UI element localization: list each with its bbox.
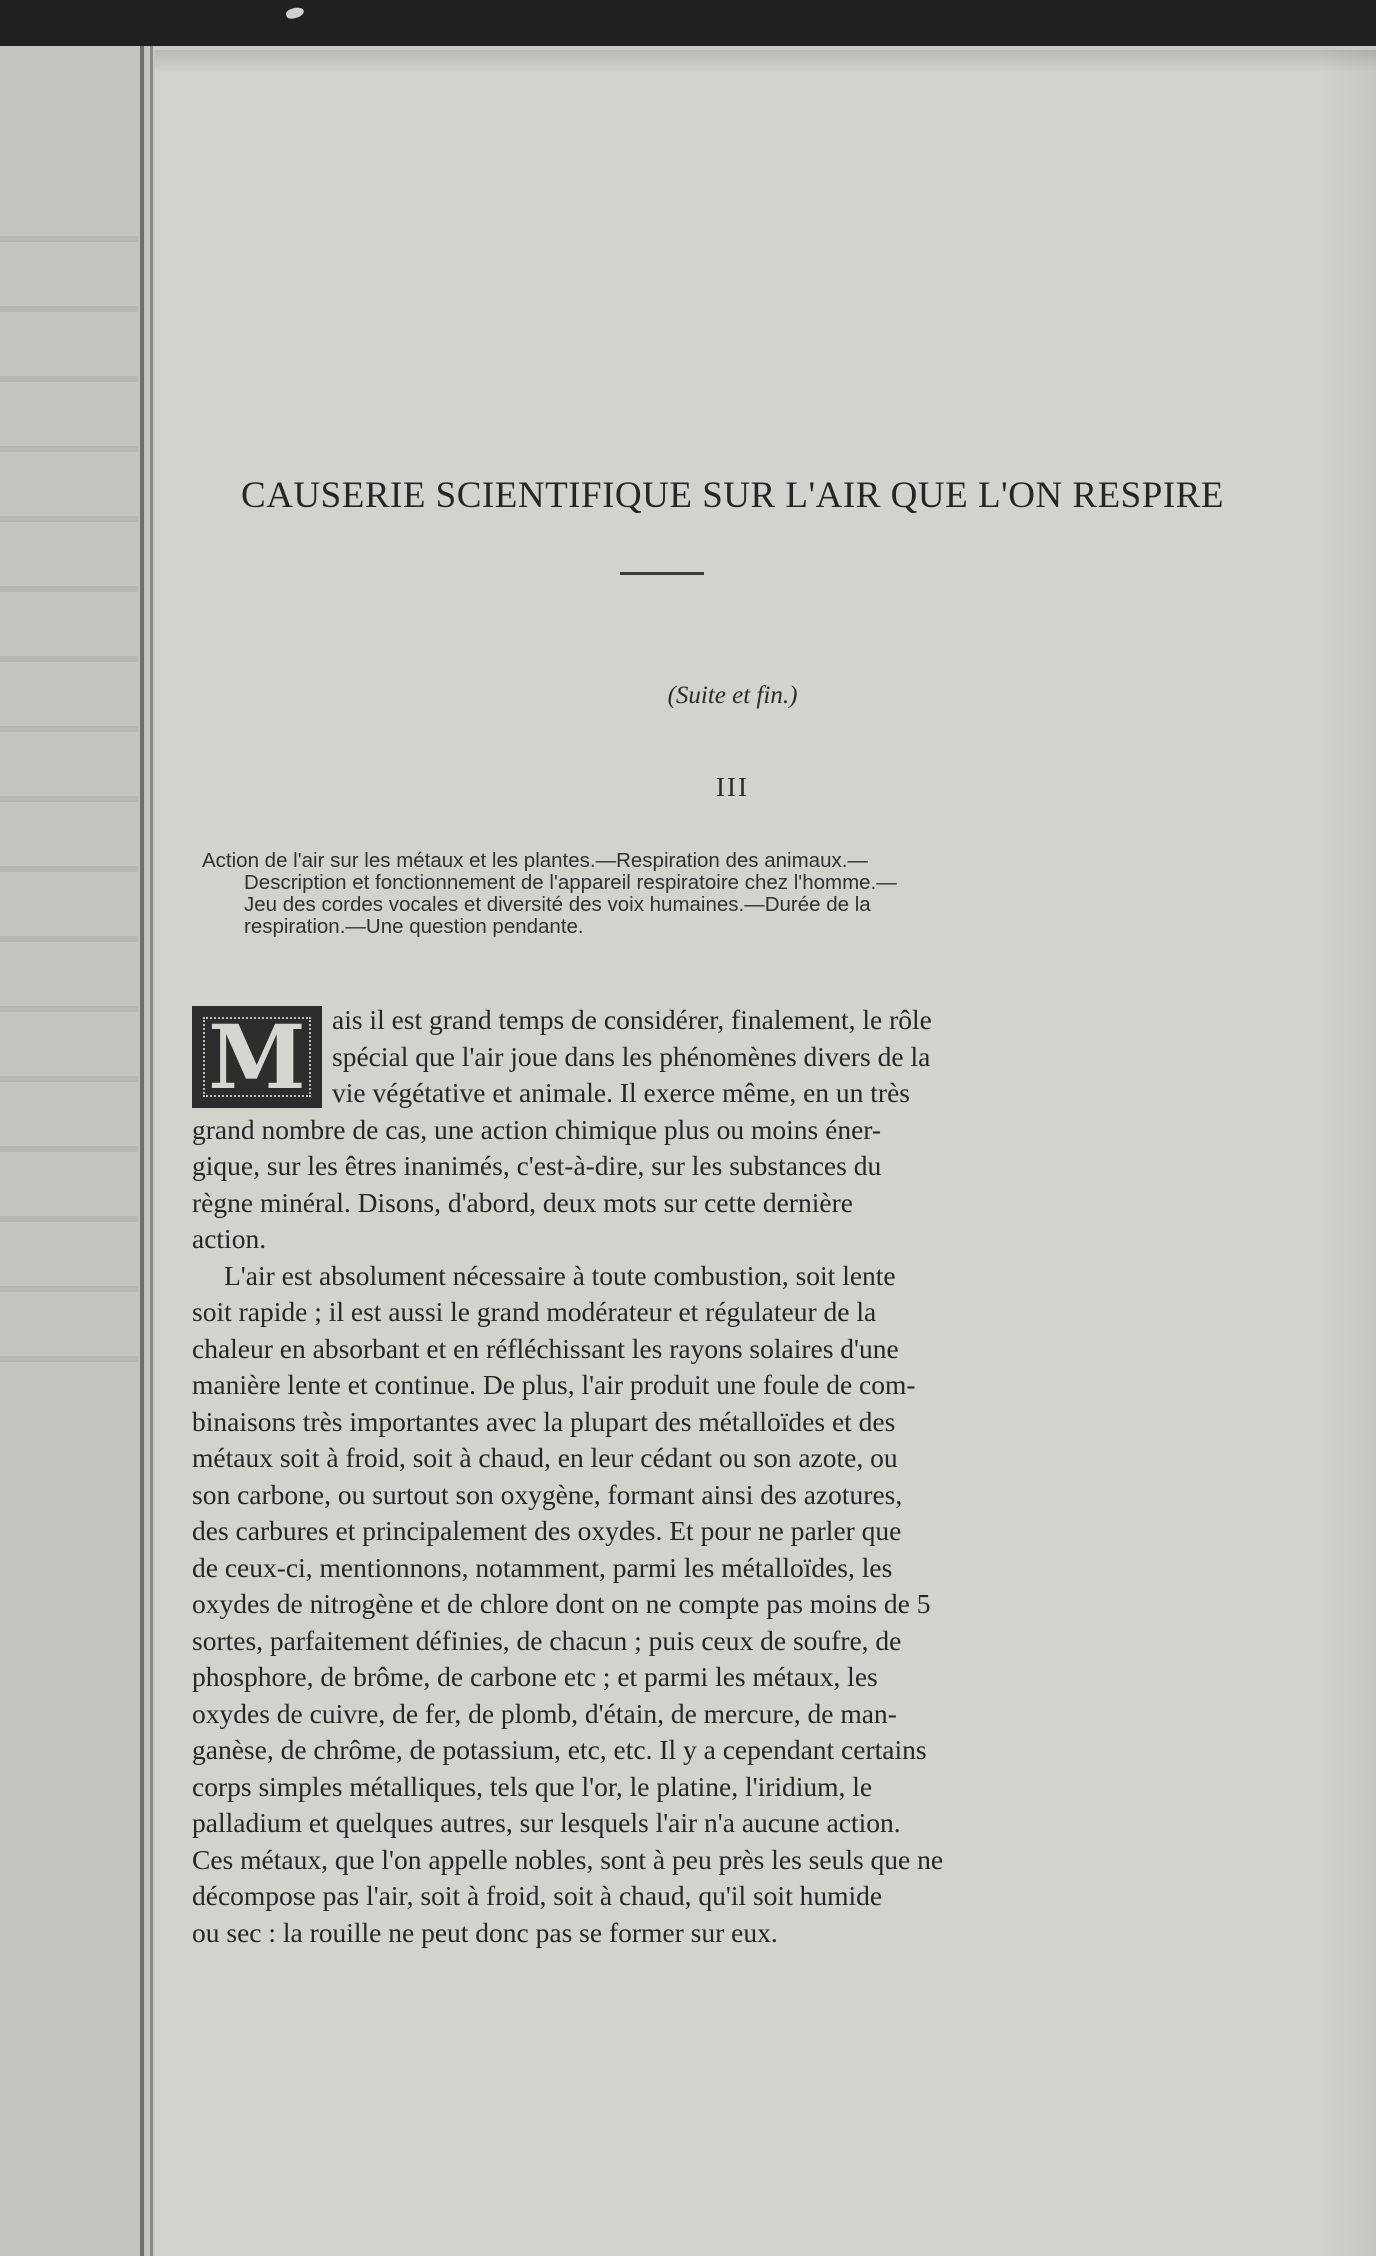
scanner-mark bbox=[285, 5, 305, 20]
paragraph-line: oxydes de nitrogène et de chlore dont on ne compte pas moins de 5 bbox=[192, 1588, 931, 1619]
paragraph-line: décompose pas l'air, soit à froid, soit à chaud, qu'il soit humide bbox=[192, 1880, 883, 1911]
bleed-through-line bbox=[0, 1006, 138, 1012]
bleed-through-line bbox=[0, 516, 138, 522]
article-subtitle: (Suite et fin.) bbox=[667, 682, 798, 709]
paragraph-line: son carbone, ou surtout son oxygène, formant ainsi des azotures, bbox=[192, 1478, 903, 1510]
page-top-edge bbox=[155, 50, 1376, 72]
bleed-through-line bbox=[0, 376, 138, 382]
paragraph-line: Ces métaux, que l'on appelle nobles, sont à peu près les seuls que ne bbox=[192, 1843, 944, 1875]
bleed-through-line bbox=[0, 586, 138, 592]
binding-edge bbox=[150, 46, 153, 2256]
paragraph-line: de ceux-ci, mentionnons, notamment, parmi les métalloïdes, les bbox=[192, 1551, 893, 1583]
summary-line: respiration.—Une question pendante. bbox=[244, 915, 584, 938]
paragraph-line: oxydes de cuivre, de fer, de plomb, d'étain, de mercure, de man- bbox=[192, 1697, 897, 1729]
bleed-through-line bbox=[0, 236, 138, 242]
paragraph-line: règne minéral. Disons, d'abord, deux mots sur cette dernière bbox=[192, 1186, 853, 1218]
bleed-through-line bbox=[0, 936, 138, 942]
article-title: CAUSERIE SCIENTIFIQUE SUR L'AIR QUE L'ON RESPIRE bbox=[241, 475, 1224, 516]
paragraph-line: corps simples métalliques, tels que l'or, le platine, l'iridium, le bbox=[192, 1770, 873, 1802]
bleed-through-line bbox=[0, 1286, 138, 1292]
paragraph-line: palladium et quelques autres, sur lesquels l'air n'a aucune action. bbox=[192, 1807, 901, 1838]
section-summary bbox=[202, 850, 1262, 938]
paragraph-line: ais il est grand temps de considérer, finalement, le rôle bbox=[332, 1004, 932, 1035]
page-shadow bbox=[1316, 50, 1376, 2256]
paragraph-line: binaisons très importantes avec la plupart des métalloïdes et des bbox=[192, 1405, 896, 1437]
paragraph-line: métaux soit à froid, soit à chaud, en leur cédant ou son azote, ou bbox=[192, 1442, 898, 1473]
paragraph-line: action. bbox=[192, 1223, 267, 1254]
paragraph-line: vie végétative et animale. Il exerce même, en un très bbox=[332, 1077, 910, 1108]
bleed-through-line bbox=[0, 1076, 138, 1082]
paragraph-line: manière lente et continue. De plus, l'air produit une foule de com- bbox=[192, 1369, 916, 1400]
paragraph-line: sortes, parfaitement définies, de chacun ; puis ceux de soufre, de bbox=[192, 1624, 902, 1656]
adjacent-page-strip bbox=[0, 46, 148, 2256]
ornamental-drop-cap bbox=[192, 1006, 322, 1108]
summary-line: Action de l'air sur les métaux et les plantes.—Respiration des animaux.— bbox=[202, 849, 868, 872]
binding-edge bbox=[140, 46, 144, 2256]
bleed-through-line bbox=[0, 1216, 138, 1222]
article-body bbox=[192, 1002, 1272, 1951]
title-rule bbox=[620, 572, 704, 575]
paragraph-line: ganèse, de chrôme, de potassium, etc, etc. Il y a cependant certains bbox=[192, 1734, 927, 1765]
paragraph-line: gique, sur les êtres inanimés, c'est-à-dire, sur les substances du bbox=[192, 1150, 882, 1181]
paragraph-line: grand nombre de cas, une action chimique plus ou moins éner- bbox=[192, 1113, 882, 1145]
paragraph-line: des carbures et principalement des oxydes. Et pour ne parler que bbox=[192, 1515, 902, 1546]
paragraph-line: L'air est absolument nécessaire à toute combustion, soit lente bbox=[224, 1259, 896, 1291]
paragraph-line: phosphore, de brôme, de carbone etc ; et parmi les métaux, les bbox=[192, 1661, 878, 1692]
bleed-through-line bbox=[0, 726, 138, 732]
paragraph-line: spécial que l'air joue dans les phénomènes divers de la bbox=[332, 1040, 931, 1072]
drop-cap-letter: M bbox=[208, 1006, 306, 1108]
bleed-through-line bbox=[0, 866, 138, 872]
scanner-edge bbox=[0, 0, 1376, 46]
paragraph-line: chaleur en absorbant et en réfléchissant les rayons solaires d'une bbox=[192, 1332, 899, 1364]
summary-line: Description et fonctionnement de l'appareil respiratoire chez l'homme.— bbox=[244, 871, 897, 894]
document-page bbox=[155, 50, 1376, 2256]
bleed-through-line bbox=[0, 306, 138, 312]
paragraph-line: ou sec : la rouille ne peut donc pas se former sur eux. bbox=[192, 1916, 778, 1948]
section-number: III bbox=[716, 772, 749, 802]
bleed-through-line bbox=[0, 796, 138, 802]
bleed-through-line bbox=[0, 656, 138, 662]
bleed-through-line bbox=[0, 1146, 138, 1152]
bleed-through-line bbox=[0, 1356, 138, 1362]
bleed-through-line bbox=[0, 446, 138, 452]
paragraph-line: soit rapide ; il est aussi le grand modérateur et régulateur de la bbox=[192, 1296, 877, 1327]
summary-line: Jeu des cordes vocales et diversité des voix humaines.—Durée de la bbox=[244, 893, 871, 916]
